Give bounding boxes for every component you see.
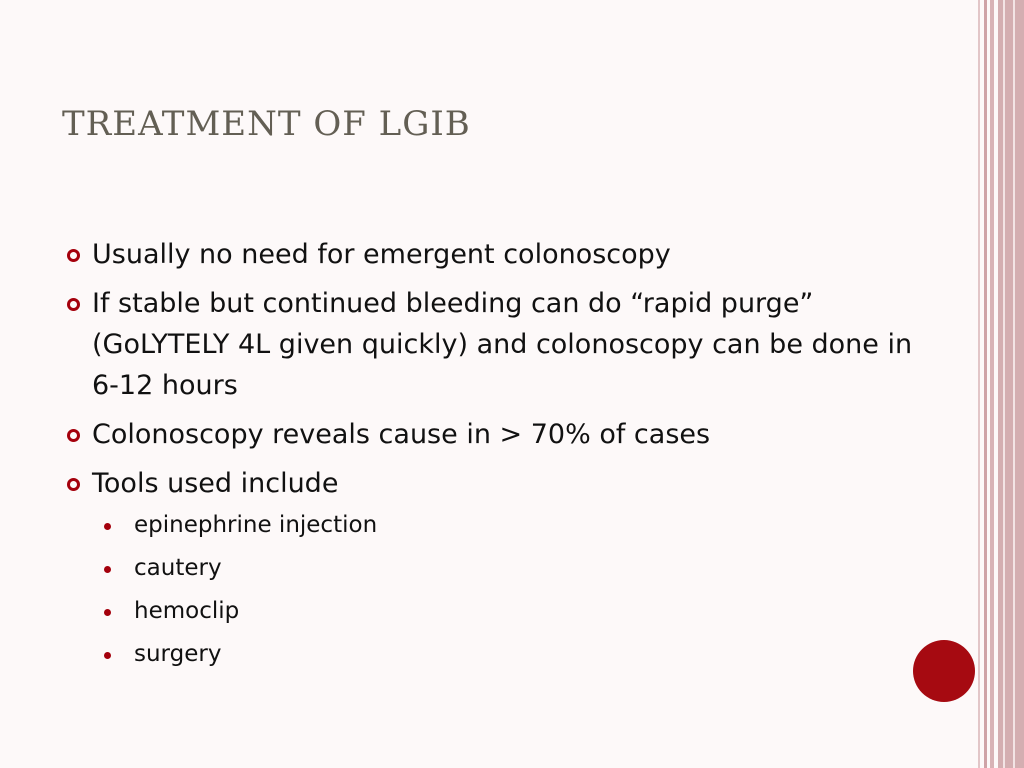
sub-bullet-item — [92, 633, 924, 676]
sub-bullet-text: epinephrine injection — [134, 512, 378, 538]
sub-bullet-list — [92, 504, 924, 676]
ring-bullet-icon — [67, 249, 80, 262]
edge-stripe — [1003, 0, 1005, 768]
sub-bullet-text: surgery — [134, 641, 222, 667]
bullet-item — [64, 234, 924, 275]
edge-stripe — [998, 0, 1024, 768]
sub-bullet-text: hemoclip — [134, 598, 240, 624]
bullet-item — [64, 283, 924, 406]
dot-bullet-icon — [104, 566, 111, 573]
edge-stripe — [984, 0, 987, 768]
bullet-item — [64, 414, 924, 455]
bullet-item — [64, 463, 924, 676]
bullet-text: Colonoscopy reveals cause in > 70% of cases — [92, 419, 711, 450]
bullet-list — [64, 234, 924, 676]
bullet-text: If stable but continued bleeding can do “rapid purge” (GoLYTELY 4L given quickly) and colonoscopy can be done in 6-12 hours — [92, 288, 913, 401]
dot-bullet-icon — [104, 652, 111, 659]
ring-bullet-icon — [67, 298, 80, 311]
sub-bullet-item — [92, 504, 924, 547]
sub-bullet-item — [92, 547, 924, 590]
bullet-text: Tools used include — [92, 468, 339, 499]
decorative-circle — [913, 640, 975, 702]
sub-bullet-item — [92, 590, 924, 633]
dot-bullet-icon — [104, 609, 111, 616]
slide-body — [64, 234, 924, 684]
slide-title: TREATMENT OF LGIB — [62, 104, 471, 144]
edge-stripe — [1013, 0, 1015, 768]
ring-bullet-icon — [67, 429, 80, 442]
sub-bullet-text: cautery — [134, 555, 222, 581]
dot-bullet-icon — [104, 523, 111, 530]
edge-stripe — [990, 0, 994, 768]
edge-stripe — [978, 0, 980, 768]
ring-bullet-icon — [67, 478, 80, 491]
bullet-text: Usually no need for emergent colonoscopy — [92, 239, 671, 270]
